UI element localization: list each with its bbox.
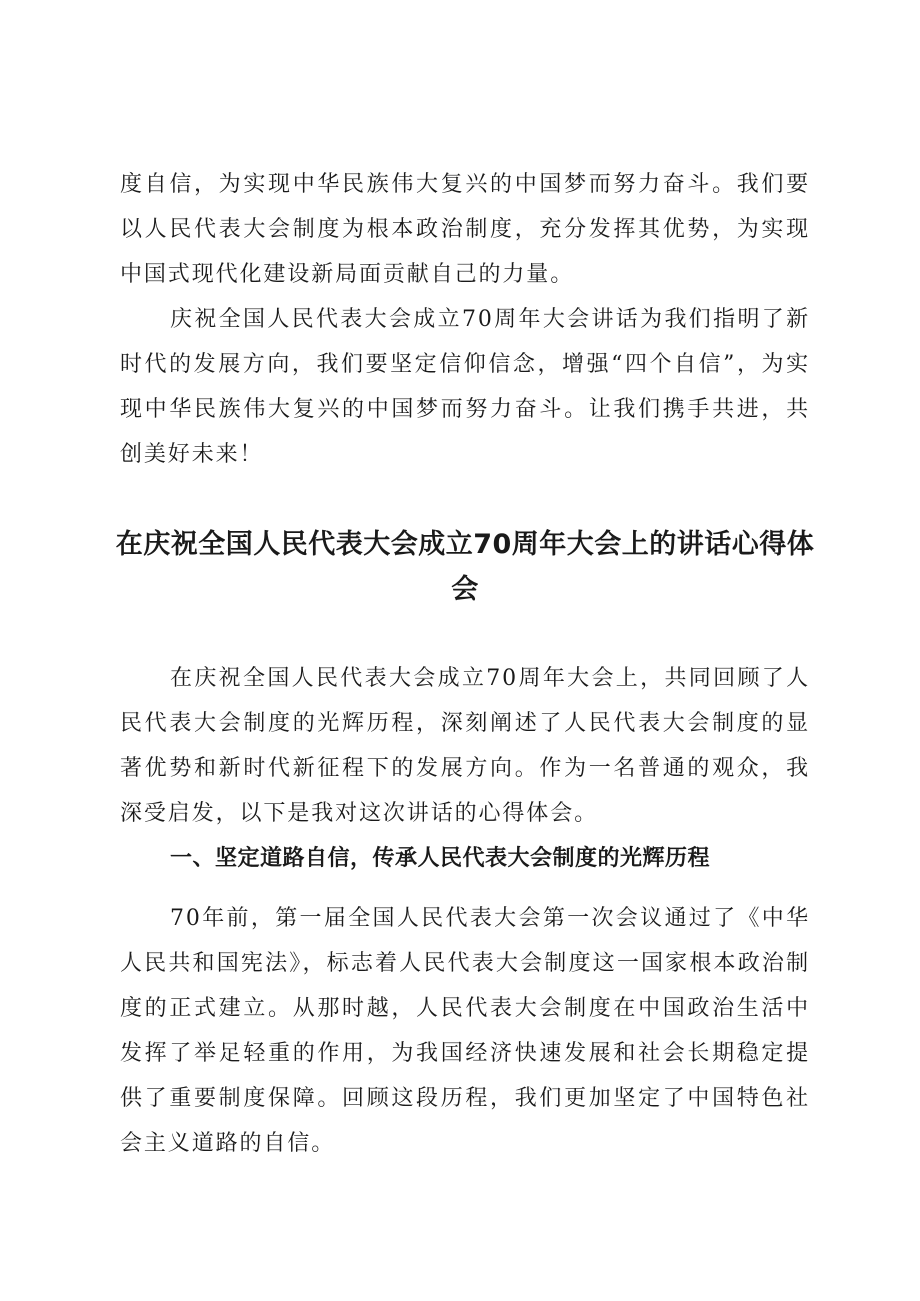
section-1-paragraph: 70年前，第一届全国人民代表大会第一次会议通过了《中华人民共和国宪法》，标志着人民代表大会制度这一国家根本政治制度的正式建立。从那时越，人民代表大会制度在中国政治生活中发挥了举足轻重的作用，为我国经济快速发展和社会长期稳定提供了重要制度保障。回顾这段历程，我们更加坚定了中国特色社会主义道路的自信。 bbox=[120, 906, 810, 1156]
continuation-paragraph-1: 度自信，为实现中华民族伟大复兴的中国梦而努力奋斗。我们要以人民代表大会制度为根本政治制度，充分发挥其优势，为实现中国式现代化建设新局面贡献自己的力量。 bbox=[120, 172, 810, 287]
section-heading-1: 一、坚定道路自信，传承人民代表大会制度的光辉历程 bbox=[170, 846, 711, 871]
intro-paragraph: 在庆祝全国人民代表大会成立70周年大会上，共同回顾了人民代表大会制度的光辉历程，深刻阐述了人民代表大会制度的显著优势和新时代新征程下的发展方向。作为一名普通的观众，我深受启发，以下是我对这次讲话的心得体会。 bbox=[120, 666, 810, 826]
article-title: 在庆祝全国人民代表大会成立70周年大会上的讲话心得体会 bbox=[115, 529, 815, 605]
continuation-paragraph-2: 庆祝全国人民代表大会成立70周年大会讲话为我们指明了新时代的发展方向，我们要坚定信仰信念，增强“四个自信”，为实现中华民族伟大复兴的中国梦而努力奋斗。让我们携手共进，共创美好未来！ bbox=[120, 307, 810, 467]
